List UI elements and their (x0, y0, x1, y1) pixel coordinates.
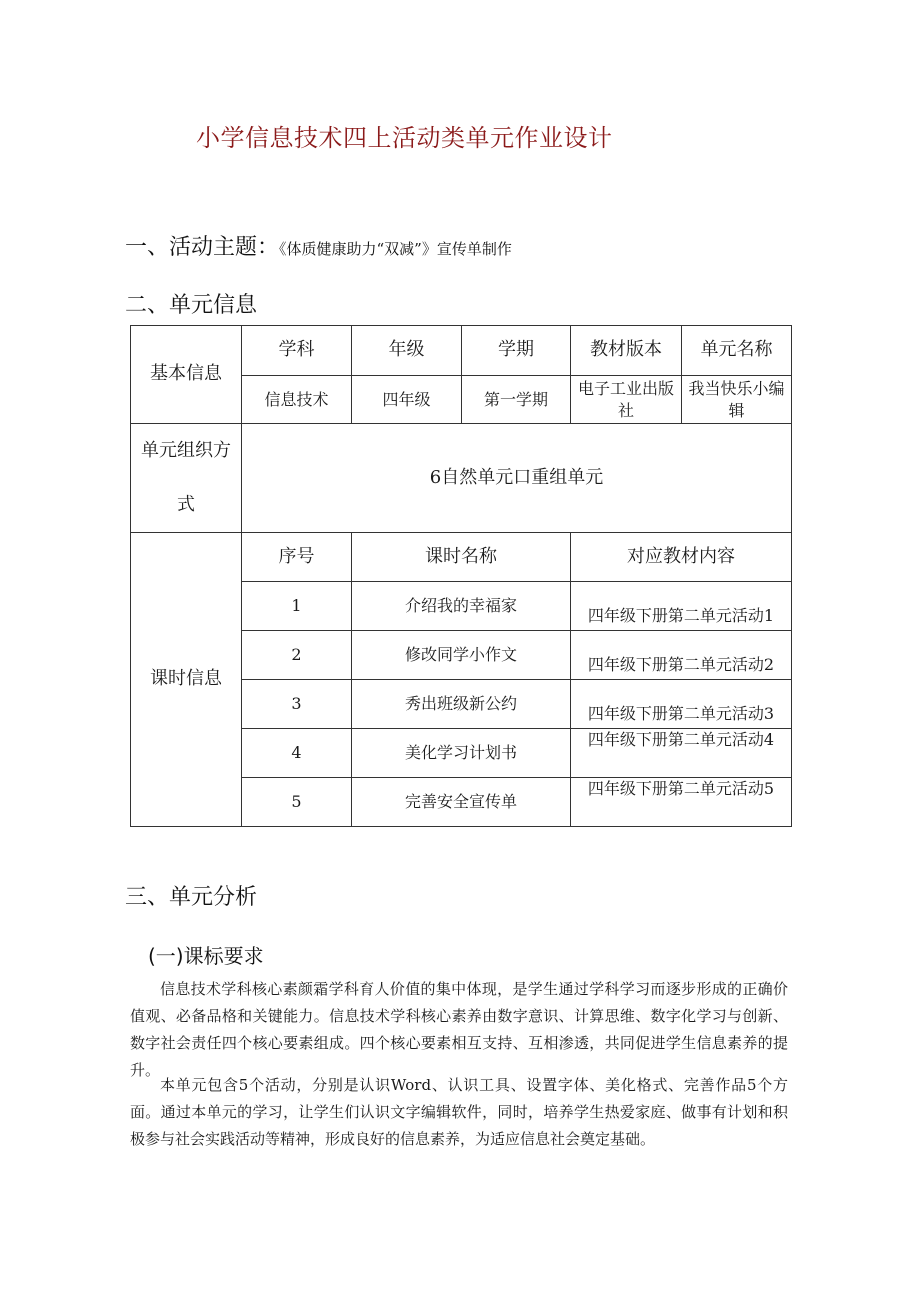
lesson-name: 完善安全宣传单 (352, 778, 571, 827)
lesson-content: 四年级下册第二单元活动1 (571, 582, 792, 631)
header-cell: 教材版本 (571, 326, 682, 376)
lesson-no: 4 (242, 729, 352, 778)
lesson-header-cell: 对应教材内容 (571, 533, 792, 582)
table-row (131, 326, 792, 376)
header-cell: 年级 (352, 326, 462, 376)
table-row (131, 533, 792, 582)
lesson-content: 四年级下册第二单元活动3 (571, 680, 792, 729)
lesson-content: 四年级下册第二单元活动2 (571, 631, 792, 680)
section-activity-theme (125, 230, 512, 261)
page-title: 小学信息技术四上活动类单元作业设计 (196, 124, 613, 152)
value-cell: 信息技术 (242, 376, 352, 424)
section-label: 一、活动主题： (125, 235, 280, 260)
table-row (131, 424, 792, 533)
lesson-no: 5 (242, 778, 352, 827)
lesson-header-cell: 序号 (242, 533, 352, 582)
lesson-content: 四年级下册第二单元活动4 (571, 729, 792, 778)
lesson-header-cell: 课时名称 (352, 533, 571, 582)
section-unit-info-heading: 二、单元信息 (125, 293, 258, 318)
paragraph: 信息技术学科核心素颜霜学科育人价值的集中体现，是学生通过学科学习而逐步形成的正确价值观、必备品格和关键能力。信息技术学科核心素养由数字意识、计算思维、数字化学习与创新、数字社会责任四个核心要素组成。四个核心要素相互支持、互相渗透，共同促进学生信息素养的提升。 (130, 980, 788, 1079)
basic-info-label: 基本信息 (131, 326, 242, 424)
organize-label: 单元组织方式 (131, 424, 242, 533)
value-cell: 电子工业出版社 (571, 376, 682, 424)
header-cell: 学期 (462, 326, 571, 376)
lesson-no: 2 (242, 631, 352, 680)
lesson-name: 介绍我的幸福家 (352, 582, 571, 631)
lesson-content: 四年级下册第二单元活动5 (571, 778, 792, 827)
paragraph: 本单元包含5个活动，分别是认识Word、认识工具、设置字体、美化格式、完善作品5个方面。通过本单元的学习，让学生们认识文字编辑软件，同时，培养学生热爱家庭、做事有计划和积极参与社会实践活动等精神，形成良好的信息素养，为适应信息社会奠定基础。 (130, 1076, 788, 1148)
lesson-name: 修改同学小作文 (352, 631, 571, 680)
lesson-info-label: 课时信息 (131, 533, 242, 827)
lesson-name: 美化学习计划书 (352, 729, 571, 778)
lesson-name: 秀出班级新公约 (352, 680, 571, 729)
section-unit-analysis-heading: 三、单元分析 (125, 885, 258, 910)
subsection-curriculum-heading: (一)课标要求 (148, 944, 264, 968)
lesson-no: 1 (242, 582, 352, 631)
header-cell: 单元名称 (682, 326, 792, 376)
activity-theme-text: 《体质健康助力“双减”》宣传单制作 (279, 240, 512, 258)
value-cell: 四年级 (352, 376, 462, 424)
header-cell: 学科 (242, 326, 352, 376)
value-cell: 第一学期 (462, 376, 571, 424)
unit-info-table (130, 325, 792, 827)
organize-value: 6自然单元口重组单元 (242, 424, 792, 533)
value-cell: 我当快乐小编辑 (682, 376, 792, 424)
lesson-no: 3 (242, 680, 352, 729)
